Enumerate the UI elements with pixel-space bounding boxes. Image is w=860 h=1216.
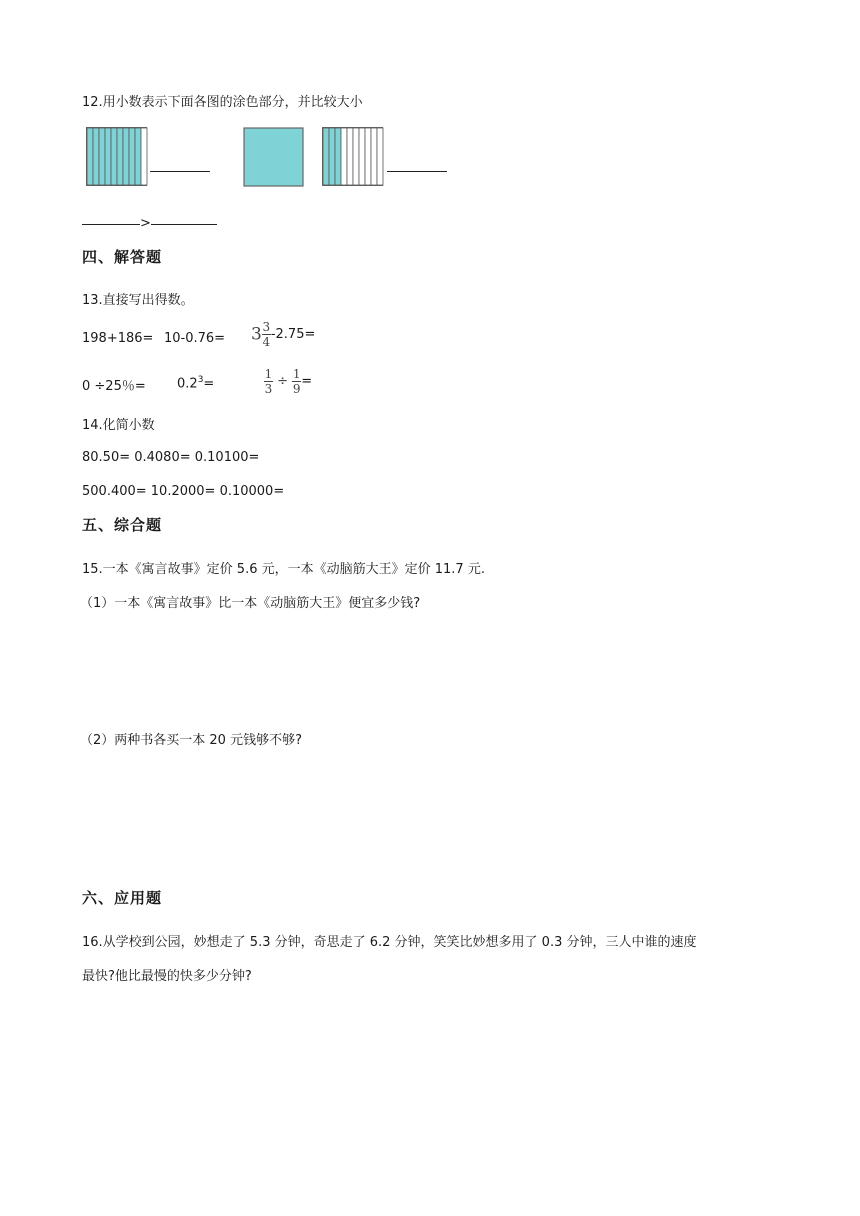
answer-blank-1[interactable] xyxy=(150,163,210,178)
strip-cell xyxy=(347,128,353,185)
strip-cell xyxy=(135,128,141,185)
q14-prompt: 14.化简小数 xyxy=(82,418,155,433)
strip-cell xyxy=(323,128,329,185)
q15-prompt: 15.一本《寓言故事》定价 5.6 元，一本《动脑筋大王》定价 11.7 元. xyxy=(82,562,485,577)
q16-line-2: 最快?他比最慢的快多少分钟? xyxy=(82,969,252,984)
strip-cell xyxy=(353,128,359,185)
strip-cell xyxy=(359,128,365,185)
q13-expr-3 xyxy=(251,321,315,348)
expr-3-tail: -2.75= xyxy=(270,327,316,342)
strip-right-cells xyxy=(323,128,383,185)
mixed-whole: 3 xyxy=(251,324,262,345)
q14-line-1: 80.50= 0.4080= 0.10100= xyxy=(82,450,260,465)
strip-cell xyxy=(329,128,335,185)
section-6-heading: 六、应用题 xyxy=(82,889,163,907)
section-5-heading: 五、综合题 xyxy=(82,516,163,534)
strip-cell xyxy=(123,128,129,185)
compare-sign: > xyxy=(140,216,151,231)
strip-cell xyxy=(87,128,93,185)
compare-row xyxy=(82,216,217,231)
q13-prompt: 13.直接写出得数。 xyxy=(82,293,194,308)
strip-cell xyxy=(141,128,147,185)
strip-cell xyxy=(341,128,347,185)
divide-sign: ÷ xyxy=(277,374,289,389)
q13-expr-2: 10-0.76= xyxy=(164,331,226,346)
strip-cell xyxy=(377,128,383,185)
figure-square-full xyxy=(243,127,304,187)
strip-cell xyxy=(117,128,123,185)
q14-line-2: 500.400= 10.2000= 0.10000= xyxy=(82,484,285,499)
q13-expr-6: $\frac{1}{3}$ ÷ $\frac{1}{9}$ = xyxy=(264,367,313,396)
fraction-2: $\frac{1}{9}$ xyxy=(292,367,301,396)
figure-strip-right xyxy=(322,127,384,187)
strip-cell xyxy=(335,128,341,185)
compare-blank-right[interactable] xyxy=(151,223,217,225)
fraction-1: $\frac{1}{3}$ xyxy=(264,367,273,396)
figure-strip-left xyxy=(86,127,148,187)
strip-cell xyxy=(99,128,105,185)
strip-cell xyxy=(111,128,117,185)
strip-cell xyxy=(105,128,111,185)
square-shaded xyxy=(244,128,303,186)
q13-expr-4: 0 ÷25％= xyxy=(82,379,146,394)
mixed-fraction: $\frac{3}{4}$ xyxy=(262,320,271,349)
q13-expr-1: 198+186= xyxy=(82,331,154,346)
strip-cell xyxy=(371,128,377,185)
strip-cell xyxy=(365,128,371,185)
q15-sub-2: （2）两种书各买一本 20 元钱够不够? xyxy=(80,733,302,748)
q16-line-1: 16.从学校到公园，妙想走了 5.3 分钟，奇思走了 6.2 分钟，笑笑比妙想多用了 0.3 分钟，三人中谁的速度 xyxy=(82,935,697,950)
q12-prompt: 12.用小数表示下面各图的涂色部分，并比较大小 xyxy=(82,95,363,110)
compare-blank-left[interactable] xyxy=(82,223,140,225)
section-4-heading: 四、解答题 xyxy=(82,248,163,266)
q13-expr-5: $0.2^3=$ xyxy=(177,375,215,392)
strip-cell xyxy=(129,128,135,185)
answer-blank-2[interactable] xyxy=(387,163,447,178)
q15-sub-1: （1）一本《寓言故事》比一本《动脑筋大王》便宜多少钱? xyxy=(80,596,421,611)
strip-cell xyxy=(93,128,99,185)
strip-left-cells xyxy=(87,128,147,185)
